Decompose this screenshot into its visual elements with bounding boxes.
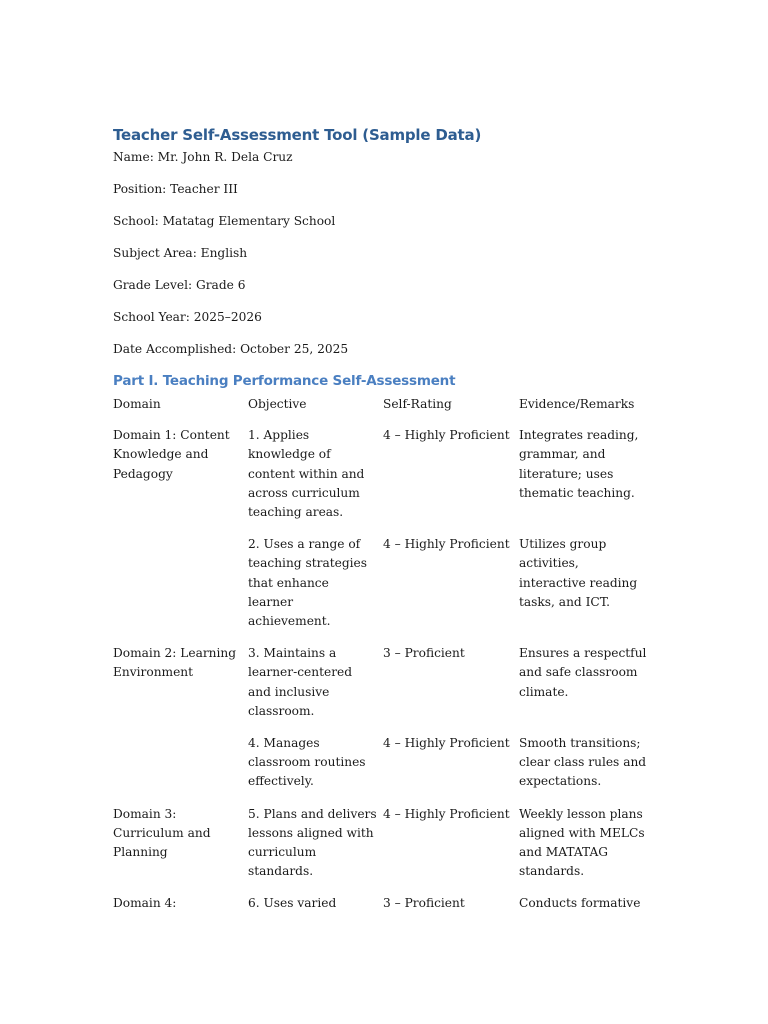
evidence-cell: Smooth transitions; clear class rules and expectations.: [519, 736, 647, 789]
objective-cell: 1. Applies knowledge of content within and across curriculum teaching areas.: [248, 428, 365, 520]
domain-cell: Domain 3: Curriculum and Planning: [113, 806, 211, 860]
table-row: [113, 644, 653, 734]
info-school-year: School Year: 2025–2026: [113, 310, 262, 324]
evidence-cell: Ensures a respectful and safe classroom climate.: [519, 646, 647, 699]
rating-cell: 4 – Highly Proficient: [383, 537, 510, 552]
column-header-objective: Objective: [248, 397, 307, 411]
objective-cell: 3. Maintains a learner-centered and inclusive classroom.: [248, 646, 353, 718]
table-row: [113, 535, 653, 644]
info-date-accomplished: Date Accomplished: October 25, 2025: [113, 342, 349, 356]
section-heading-part-1: Part I. Teaching Performance Self-Assessment: [113, 373, 456, 389]
evidence-cell: Weekly lesson plans aligned with MELCs and MATATAG standards.: [519, 806, 645, 879]
rating-cell: 4 – Highly Proficient: [383, 736, 510, 751]
objective-cell: 4. Manages classroom routines effectively.: [248, 736, 366, 789]
table-row: [113, 734, 653, 805]
objective-cell: 6. Uses varied: [248, 896, 337, 911]
rating-cell: 4 – Highly Proficient: [383, 428, 510, 443]
table-row: [113, 805, 653, 895]
objective-cell: 2. Uses a range of teaching strategies that enhance learner achievement.: [248, 537, 367, 629]
info-school: School: Matatag Elementary School: [113, 214, 336, 228]
column-header-domain: Domain: [113, 397, 161, 411]
table-row: [113, 426, 653, 535]
info-position: Position: Teacher III: [113, 182, 238, 196]
evidence-cell: Conducts formative: [519, 896, 641, 911]
domain-cell: Domain 4:: [113, 896, 177, 911]
column-header-self-rating: Self-Rating: [383, 397, 452, 411]
rating-cell: 3 – Proficient: [383, 896, 465, 911]
evidence-cell: Integrates reading, grammar, and literature; uses thematic teaching.: [519, 428, 639, 500]
table-row: [113, 894, 653, 926]
domain-cell: Domain 2: Learning Environment: [113, 646, 237, 680]
objective-cell: 5. Plans and delivers lessons aligned with curriculum standards.: [248, 806, 377, 879]
info-grade-level: Grade Level: Grade 6: [113, 278, 246, 292]
info-subject-area: Subject Area: English: [113, 246, 248, 260]
info-name: Name: Mr. John R. Dela Cruz: [113, 150, 293, 164]
rating-cell: 3 – Proficient: [383, 646, 465, 661]
evidence-cell: Utilizes group activities, interactive reading tasks, and ICT.: [519, 537, 638, 609]
table-header-row: [113, 395, 653, 426]
document-title: Teacher Self-Assessment Tool (Sample Data): [113, 126, 482, 144]
rating-cell: 4 – Highly Proficient: [383, 806, 510, 821]
domain-cell: [113, 734, 248, 805]
teacher-info: [113, 149, 653, 357]
assessment-table: [113, 395, 653, 927]
domain-cell: [113, 535, 248, 644]
document-page: [113, 120, 653, 927]
column-header-evidence: Evidence/Remarks: [519, 397, 635, 411]
domain-cell: Domain 1: Content Knowledge and Pedagogy: [113, 428, 230, 481]
